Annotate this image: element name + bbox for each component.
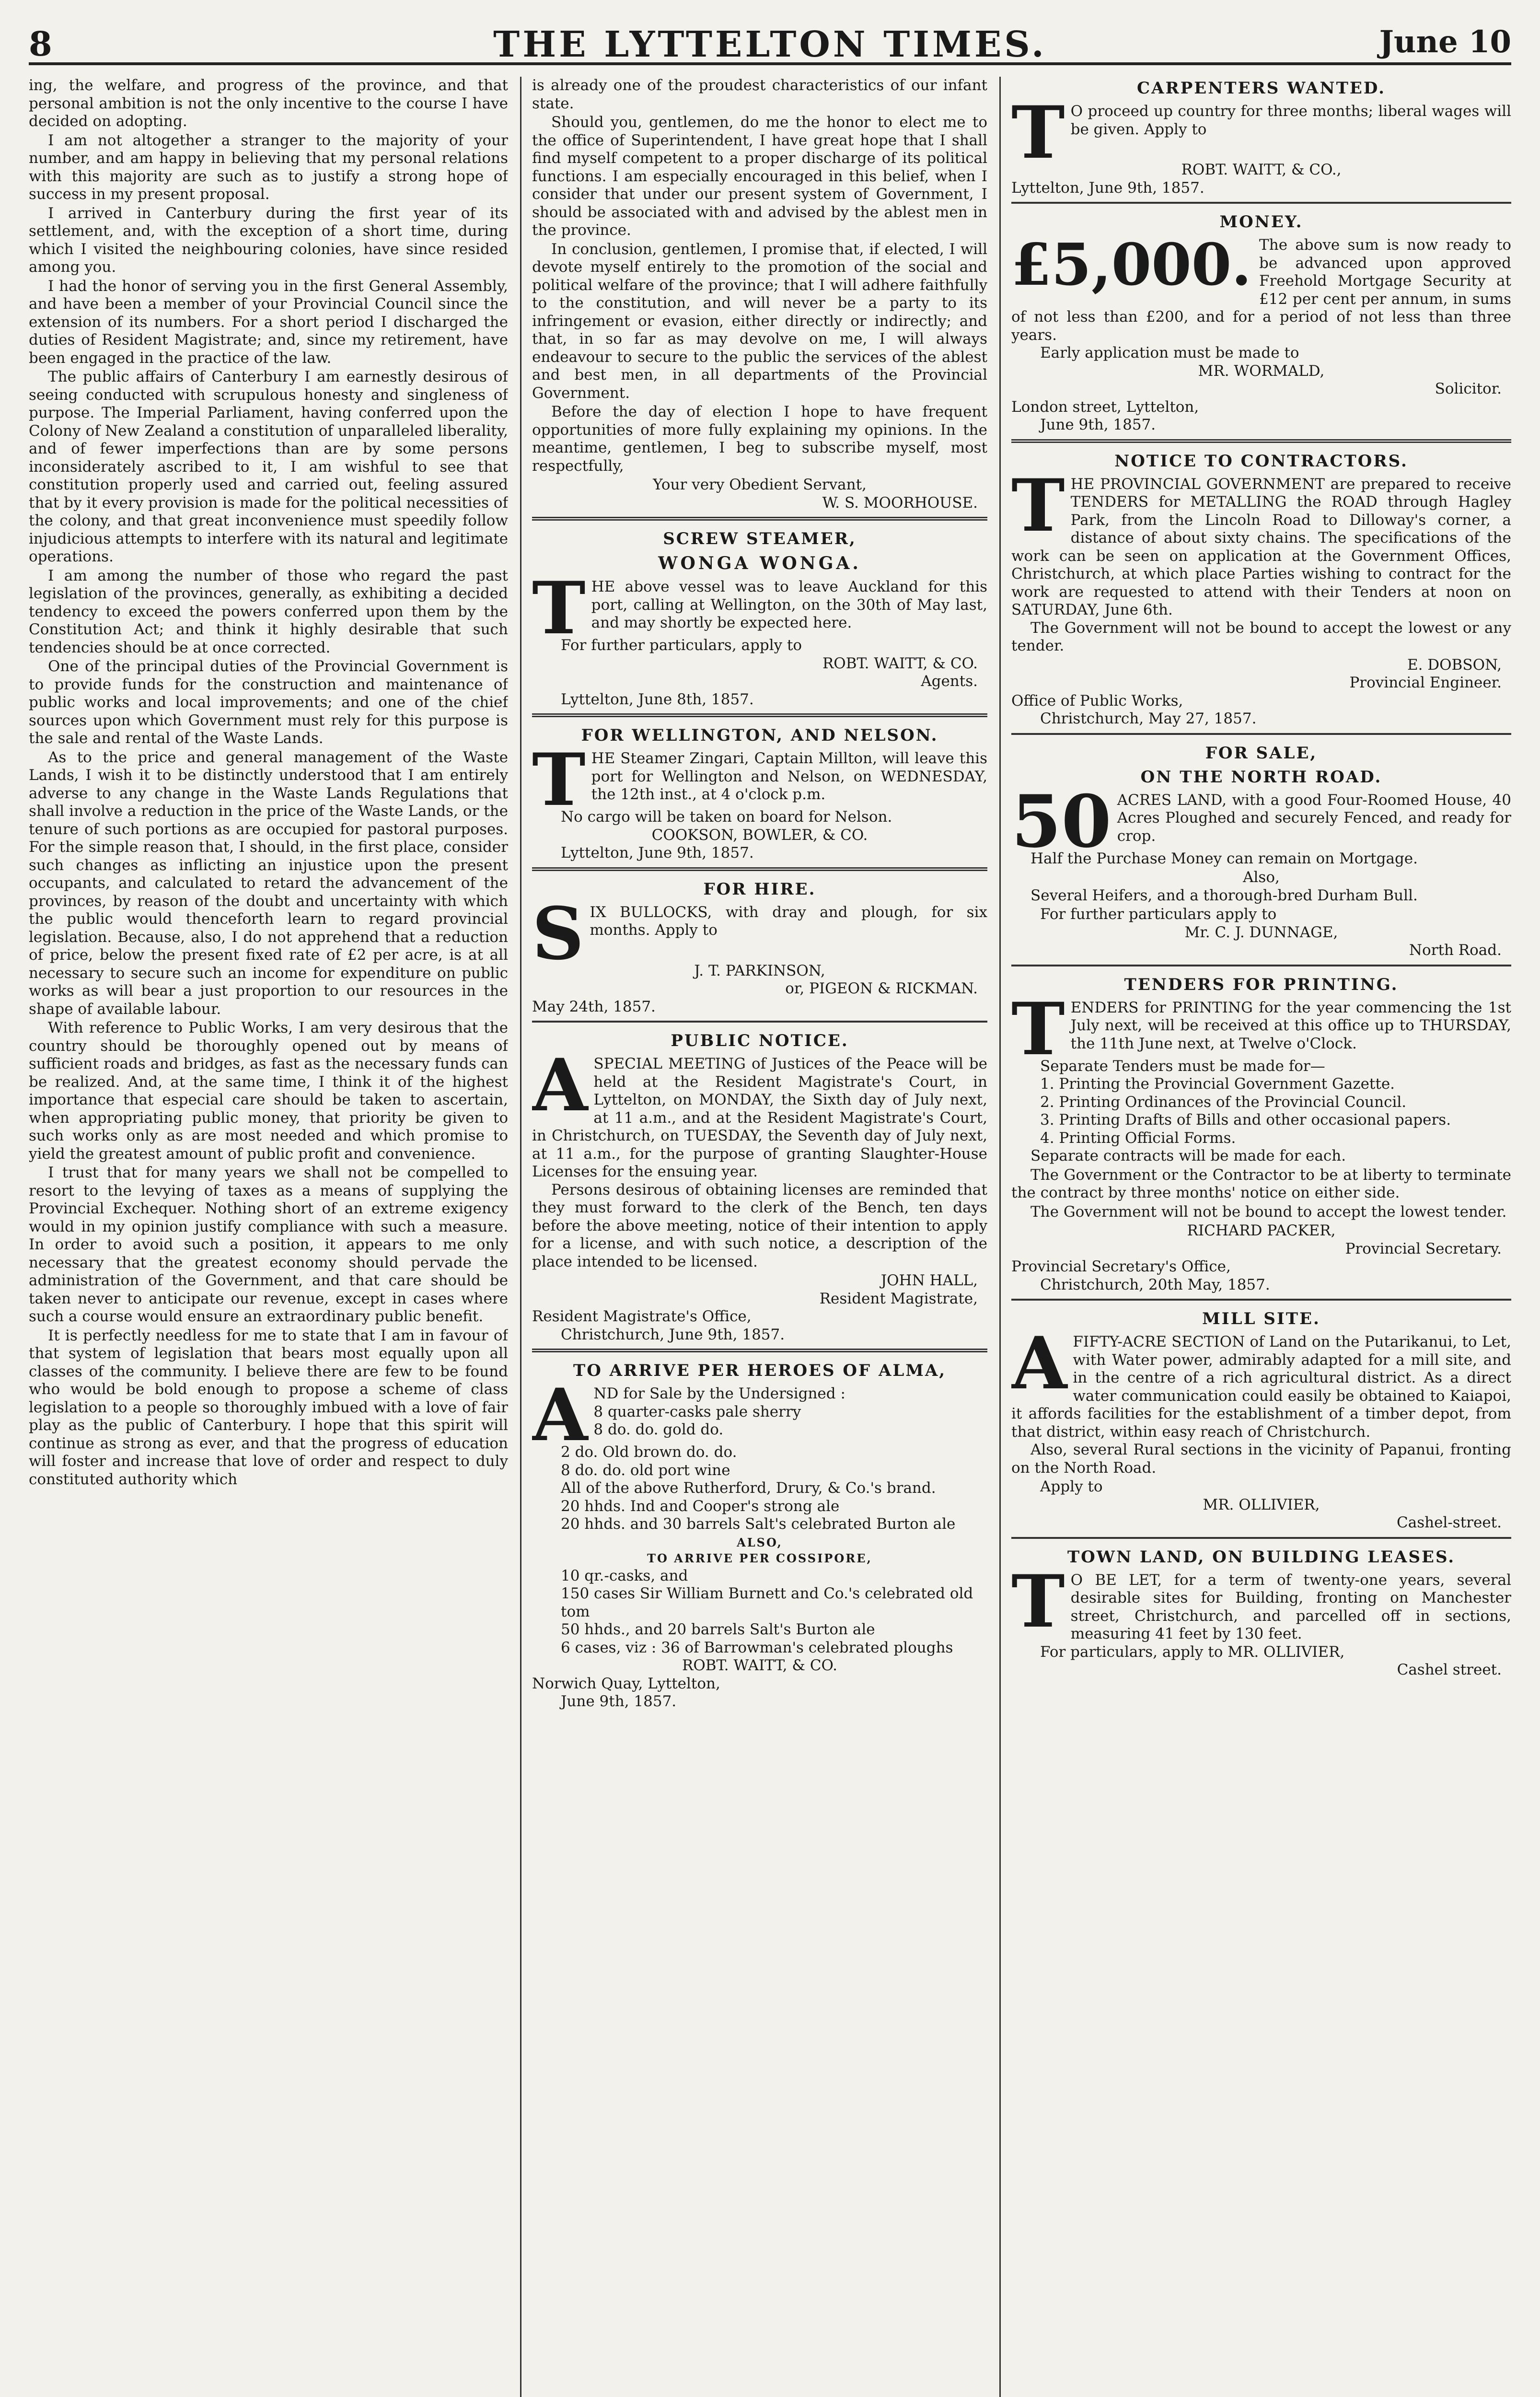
column-rule-1 [520, 77, 521, 2397]
ad-heading: FOR SALE, [1205, 743, 1318, 763]
column-1-election-address [29, 77, 508, 2397]
ad-office: Office of Public Works, [1011, 692, 1183, 710]
ad-signer-role: Provincial Secretary. [1345, 1240, 1502, 1257]
ad-notice-to-contractors [1011, 439, 1511, 728]
list-item: 50 hhds., and 20 barrels Salt's Burton ale [561, 1621, 875, 1638]
column-rule-2 [999, 77, 1001, 2397]
list-item: 8 do. do. gold do. [593, 1421, 724, 1438]
ad-date: Lyttelton, June 9th, 1857. [1011, 179, 1204, 197]
ad-body: ENDERS for PRINTING for the year commencing the 1st July next, will be received at this office up to THURSDAY, the 11th June next, at Twelve o'Clock. [1070, 999, 1511, 1052]
page-number: 8 [29, 24, 52, 64]
list-item: 2 do. Old brown do. do. [561, 1443, 737, 1461]
article-paragraph: ing, the welfare, and progress of the province, and that personal ambition is not the only incentive to the course I have decided on adopting. [29, 77, 508, 130]
article-paragraph: The public affairs of Canterbury I am earnestly desirous of seeing conducted with scrupulous honesty and singleness of purpose. The Imperial Parliament, having conferred upon the Colony of New Zealand a constitution of unparalleled liberality, and of fewer imperfections than are by some persons inconsiderately ascribed to it, I am wishful to see that constitution properly used and carried out, feeling assured that by it every provision is made for the political necessities of the colony, and that great inconvenience must speedily follow injudicious attempts to interfere with its natural and legitimate operations. [29, 368, 508, 565]
ad-tenders-for-printing [1011, 965, 1511, 1294]
ad-heading: TO ARRIVE PER HEROES OF ALMA, [573, 1361, 947, 1380]
ad-contact-name: MR. OLLIVIER, [1203, 1496, 1320, 1513]
list-item: All of the above Rutherford, Drury, & Co.'s brand. [561, 1479, 936, 1497]
drop-cap: T [532, 566, 586, 651]
ad-mill-site [1011, 1299, 1511, 1532]
ad-body-2: Persons desirous of obtaining licenses are reminded that they must forward to the clerk of the Bench, ten days before the above meeting, notice of their intention to apply for a license, and with such notice, a description of the place intended to be licensed. [532, 1181, 987, 1270]
column-3 [1011, 77, 1511, 2397]
ad-signer-role: Resident Magistrate, [819, 1290, 978, 1307]
article-paragraph: I had the honor of serving you in the first General Assembly, and have been a member of your Provincial Council since the extension of its numbers. For a short period I discharged the duties of Resident Magistrate; and, since my retirement, have been engaged in the practice of the law. [29, 277, 508, 367]
ad-heading: TENDERS FOR PRINTING. [1124, 975, 1399, 994]
ad-body-3: The Government or the Contractor to be at liberty to terminate the contract by three months' notice on either side. [1011, 1166, 1511, 1201]
ad-place: London street, Lyttelton, [1011, 398, 1199, 416]
ad-body: ACRES LAND, with a good Four-Roomed House, 40 Acres Ploughed and securely Fenced, and ready for crop. [1117, 791, 1511, 845]
ad-date: Christchurch, June 9th, 1857. [561, 1326, 785, 1343]
ad-contact-alt: or, PIGEON & RICKMAN. [785, 980, 978, 997]
ad-for-sale-north-road [1011, 733, 1511, 960]
article-paragraph: is already one of the proudest characteristics of our infant state. [532, 77, 987, 112]
ad-body-4: The Government will not be bound to accept the lowest tender. [1031, 1203, 1507, 1221]
ad-apply: Apply to [1040, 1478, 1103, 1495]
drop-cap: T [1011, 91, 1065, 175]
article-paragraph: Should you, gentlemen, do me the honor to elect me to the office of Superintendent, I have great hope that I shall find myself competent to a proper discharge of its political functions. I am especially encouraged in this belief, when I consider that under our present system of Government, I should be associated with and advised by the ablest men in the province. [532, 114, 987, 239]
drop-cap: T [532, 738, 586, 822]
list-item: 1. Printing the Provincial Government Gazette. [1040, 1075, 1395, 1093]
ad-heading: TOWN LAND, ON BUILDING LEASES. [1067, 1547, 1456, 1567]
list-item: 20 hhds. and 30 barrels Salt's celebrated Burton ale [561, 1515, 956, 1533]
signature: W. S. MOORHOUSE. [822, 494, 978, 512]
also-label: ALSO, [737, 1535, 783, 1549]
column-2 [532, 77, 987, 2397]
ad-signer-role: Provincial Engineer. [1349, 674, 1502, 691]
ad-for-hire [532, 867, 987, 1016]
list-item: 8 quarter-casks pale sherry [593, 1403, 801, 1420]
ad-subheading: ON THE NORTH ROAD. [1140, 767, 1382, 787]
ad-date: Christchurch, 20th May, 1857. [1040, 1276, 1270, 1293]
ad-agent: ROBT. WAITT, & CO. [682, 1657, 838, 1674]
drop-cap: T [1011, 463, 1065, 548]
issue-date: June 10 [1379, 24, 1511, 60]
also-label: Also, [1243, 869, 1280, 886]
newspaper-title: THE LYTTELTON TIMES. [493, 24, 1047, 65]
ad-agent: ROBT. WAITT, & CO., [1181, 161, 1342, 178]
ad-heading: FOR HIRE. [703, 879, 816, 899]
ad-body: HE Steamer Zingari, Captain Millton, will leave this port for Wellington and Nelson, on WEDNESDAY, the 12th inst., at 4 o'clock p.m. [591, 750, 987, 803]
ad-apply: For particulars, apply to MR. OLLIVIER, [1040, 1643, 1345, 1661]
ad-body: HE above vessel was to leave Auckland for this port, calling at Wellington, on the 30th of May last, and may shortly be expected here. [591, 578, 987, 631]
article-paragraph: I am among the number of those who regard the past legislation of the provinces, generally, as exhibiting a decided tendency to exceed the powers conferred upon them by the Constitution Act; and think it highly desirable that such tendencies should be at once corrected. [29, 567, 508, 656]
ad-heading: PUBLIC NOTICE. [671, 1031, 849, 1050]
list-item: 2. Printing Ordinances of the Provincial Council. [1040, 1093, 1407, 1111]
article-paragraph: One of the principal duties of the Provincial Government is to provide funds for the construction and maintenance of public works and local improvements; and one of the chief sources upon which Government must rely for this purpose is the sale and rental of the Waste Lands. [29, 658, 508, 747]
ad-heading: MILL SITE. [1202, 1309, 1320, 1328]
list-item: 8 do. do. old port wine [561, 1461, 730, 1479]
ad-agent-role: Agents. [921, 673, 978, 690]
article-paragraph: In conclusion, gentlemen, I promise that, if elected, I will devote myself entirely to the promotion of the social and political welfare of the province; that I will adhere faithfully to the constitution, and will never be a party to its infringement or evasion, either directly or indirectly; and that, in so far as may devolve on me, I will always endeavour to secure to the public the services of the ablest and best men, in all departments of the Provincial Government. [532, 240, 987, 402]
ad-place: Cashel street. [1397, 1661, 1502, 1678]
drop-cap: S [532, 891, 584, 976]
cossipore-heading: TO ARRIVE PER COSSIPORE, [647, 1551, 872, 1565]
ad-body: O proceed up country for three months; liberal wages will be given. Apply to [1070, 103, 1511, 138]
ad-place: Norwich Quay, Lyttelton, [532, 1675, 720, 1692]
ad-body-3: Several Heifers, and a thorough-bred Durham Bull. [1031, 886, 1418, 904]
ad-signer: E. DOBSON, [1407, 656, 1502, 674]
ad-contact-role: Solicitor. [1435, 380, 1502, 397]
ad-body: IX BULLOCKS, with dray and plough, for six months. Apply to [590, 903, 987, 939]
list-item: 150 cases Sir William Burnett and Co.'s celebrated old tom [561, 1585, 973, 1620]
ad-apply: Early application must be made to [1040, 344, 1299, 361]
ad-place: North Road. [1409, 942, 1502, 959]
list-item: 4. Printing Official Forms. [1040, 1129, 1236, 1147]
ad-body: SPECIAL MEETING of Justices of the Peace will be held at the Resident Magistrate's Court, in Lyttelton, on MONDAY, the Sixth day of July next, at 11 a.m., and at the Resident Magistrate's Court, in Christchurch, on TUESDAY, the Seventh day of July next, at 11 a.m., for the purpose of granting Slaughter-House Licenses for the ensuing year. [532, 1055, 987, 1180]
ad-apply: For further particulars apply to [1040, 906, 1277, 923]
drop-cap: A [532, 1373, 588, 1457]
article-paragraph: I am not altogether a stranger to the majority of your number, and am happy in believing that my personal relations with this majority are such as to justify a strong hope of success in my present proposal. [29, 131, 508, 203]
article-paragraph: I trust that for many years we shall not be compelled to resort to the levying of taxes as a means of supplying the Provincial Exchequer. Nothing short of an extreme exigency would in my opinion justify compliance with such a measure. In order to avoid such a position, it appears to me only necessary that the greatest economy should pervade the administration of the Government, and that care should be taken never to anticipate our revenue, except in cases where such a course would ensure an extraordinary public benefit. [29, 1164, 508, 1325]
ad-intro: ND for Sale by the Undersigned : [593, 1385, 845, 1402]
drop-cap: T [1011, 1559, 1065, 1644]
ad-date: Lyttelton, June 9th, 1857. [561, 844, 754, 861]
ad-heading: CARPENTERS WANTED. [1137, 79, 1386, 98]
drop-cap: T [1011, 987, 1065, 1071]
ad-body-2: The Government will not be bound to accept the lowest or any tender. [1011, 619, 1511, 654]
ad-heading: NOTICE TO CONTRACTORS. [1114, 451, 1408, 471]
ad-place: Cashel-street. [1397, 1514, 1502, 1531]
ad-body-2: Half the Purchase Money can remain on Mortgage. [1031, 849, 1418, 867]
ad-contact-name: J. T. PARKINSON, [694, 962, 825, 979]
ad-signer: JOHN HALL, [880, 1272, 978, 1289]
ad-agent: COOKSON, BOWLER, & CO. [651, 826, 868, 844]
ad-heading: MONEY. [1219, 212, 1303, 232]
list-item: 3. Printing Drafts of Bills and other occasional papers. [1040, 1111, 1451, 1129]
ad-body: HE PROVINCIAL GOVERNMENT are prepared to receive TENDERS for METALLING the ROAD through Hagley Park, from the Lincoln Road to Dilloway's corner, a distance of about sixty chains. The specifications of the work can be seen on application at the Government Offices, Christchurch, at which place Parties wishing to contract for the work are requested to attend with their Tenders at noon on SATURDAY, June 6th. [1011, 475, 1511, 618]
ad-signer: RICHARD PACKER, [1187, 1222, 1336, 1239]
ad-body: The above sum is now ready to be advanced upon approved Freehold Mortgage Security at £12 per cent per annum, in sums of not less than £200, and for a period of not less than three years. [1011, 236, 1511, 344]
ad-wellington-nelson [532, 713, 987, 862]
ad-body: FIFTY-ACRE SECTION of Land on the Putarikanui, to Let, with Water power, admirably adapted for a mill site, and in the centre of a rich agricultural district. As a direct water communication could easily be obtained to Kaiapoi, it affords facilities for the establishment of a timber depot, from that district, within easy reach of Christchurch. [1011, 1333, 1511, 1441]
ad-subheading: WONGA WONGA. [658, 553, 861, 573]
ad-heroes-of-alma [532, 1349, 987, 1711]
list-item: 20 hhds. Ind and Cooper's strong ale [561, 1497, 840, 1515]
drop-cap: A [1011, 1321, 1067, 1406]
article-paragraph: I arrived in Canterbury during the first year of its settlement, and, with the exception of a short time, during which I visited the neighbouring colonies, have since resided among you. [29, 204, 508, 276]
ad-contact-name: Mr. C. J. DUNNAGE, [1184, 923, 1338, 941]
ad-office: Provincial Secretary's Office, [1011, 1258, 1231, 1275]
money-amount: £5,000. [1011, 231, 1252, 299]
ad-screw-steamer [532, 517, 987, 709]
masthead [29, 19, 1511, 65]
list-item: 6 cases, viz : 36 of Barrowman's celebrated ploughs [561, 1639, 953, 1656]
ad-date: June 9th, 1857. [1040, 416, 1156, 433]
ad-heading: SCREW STEAMER, [663, 529, 857, 548]
ad-date: Lyttelton, June 8th, 1857. [561, 690, 754, 708]
article-paragraph: With reference to Public Works, I am very desirous that the country should be thoroughly opened out by means of sufficient roads and bridges, as fast as the necessary funds can be realized. And, at the same time, I think it of the highest importance that especial care should be taken to ascertain, when appropriating public money, that priority be given to such works only as are most needed and which promise to yield the greatest amount of public profit and convenience. [29, 1019, 508, 1163]
ad-date: Christchurch, May 27, 1857. [1040, 710, 1257, 727]
ad-heading: FOR WELLINGTON, AND NELSON. [581, 726, 938, 745]
ad-date: June 9th, 1857. [561, 1693, 677, 1710]
election-address-continued [532, 77, 987, 512]
ad-money [1011, 202, 1511, 434]
ad-contact-name: MR. WORMALD, [1198, 362, 1325, 380]
ad-date: May 24th, 1857. [532, 998, 656, 1015]
drop-cap: A [532, 1043, 588, 1128]
list-item: 10 qr.-casks, and [561, 1567, 688, 1584]
ad-agent: ROBT. WAITT, & CO. [822, 654, 978, 672]
drop-cap: 50 [1011, 779, 1112, 864]
article-paragraph: It is perfectly needless for me to state that I am in favour of that system of legislation that bears most equally upon all classes of the community. I believe there are few to be found who would be bold enough to propose a scheme of class legislation to a people so thoroughly imbued with a love of fair play as the public of Canterbury. I hope that this spirit will continue as strong as ever, and that the progress of education will foster and increase that love of order and respect to duly constituted authority which [29, 1326, 508, 1488]
ad-town-land [1011, 1537, 1511, 1679]
ad-office: Resident Magistrate's Office, [532, 1308, 752, 1325]
article-paragraph: As to the price and general management of the Waste Lands, I wish it to be distinctly understood that I am entirely adverse to any change in the Waste Lands Regulations that shall involve a reduction in the price of the Waste Lands, or the tenure of such portions as are occupied for pastoral purposes. For the simple reason that, I should, in the first place, consider such changes as inflicting an injustice upon the present occupants, and calculated to retard the advancement of the provinces, by reason of the doubt and uncertainty with which the public would thenceforth learn to regard provincial legislation. Because, also, I do not apprehend that a reduction of price, below the present fixed rate of £2 per acre, is at all necessary to secure such an income for expenditure on public works as will bear a just proportion to our resources in the shape of available labour. [29, 748, 508, 1018]
ad-apply: For further particulars, apply to [561, 637, 802, 654]
ad-separate: Separate Tenders must be made for— [1040, 1057, 1325, 1075]
article-paragraph: Before the day of election I hope to have frequent opportunities of more fully explaining my opinions. In the meantime, gentlemen, I beg to subscribe myself, most respectfully, [532, 403, 987, 475]
ad-carpenters-wanted [1011, 79, 1511, 197]
closing-line: Your very Obedient Servant, [653, 476, 867, 493]
ad-body: O BE LET, for a term of twenty-one years, several desirable sites for Building, fronting on Manchester street, Christchurch, and parcelled off in sections, measuring 41 feet by 130 feet. [1070, 1571, 1511, 1642]
ad-note: No cargo will be taken on board for Nelson. [561, 808, 892, 826]
ad-public-notice [532, 1021, 987, 1344]
ad-body-2: Also, several Rural sections in the vicinity of Papanui, fronting on the North Road. [1011, 1441, 1511, 1477]
ad-body-2: Separate contracts will be made for each. [1031, 1147, 1346, 1164]
